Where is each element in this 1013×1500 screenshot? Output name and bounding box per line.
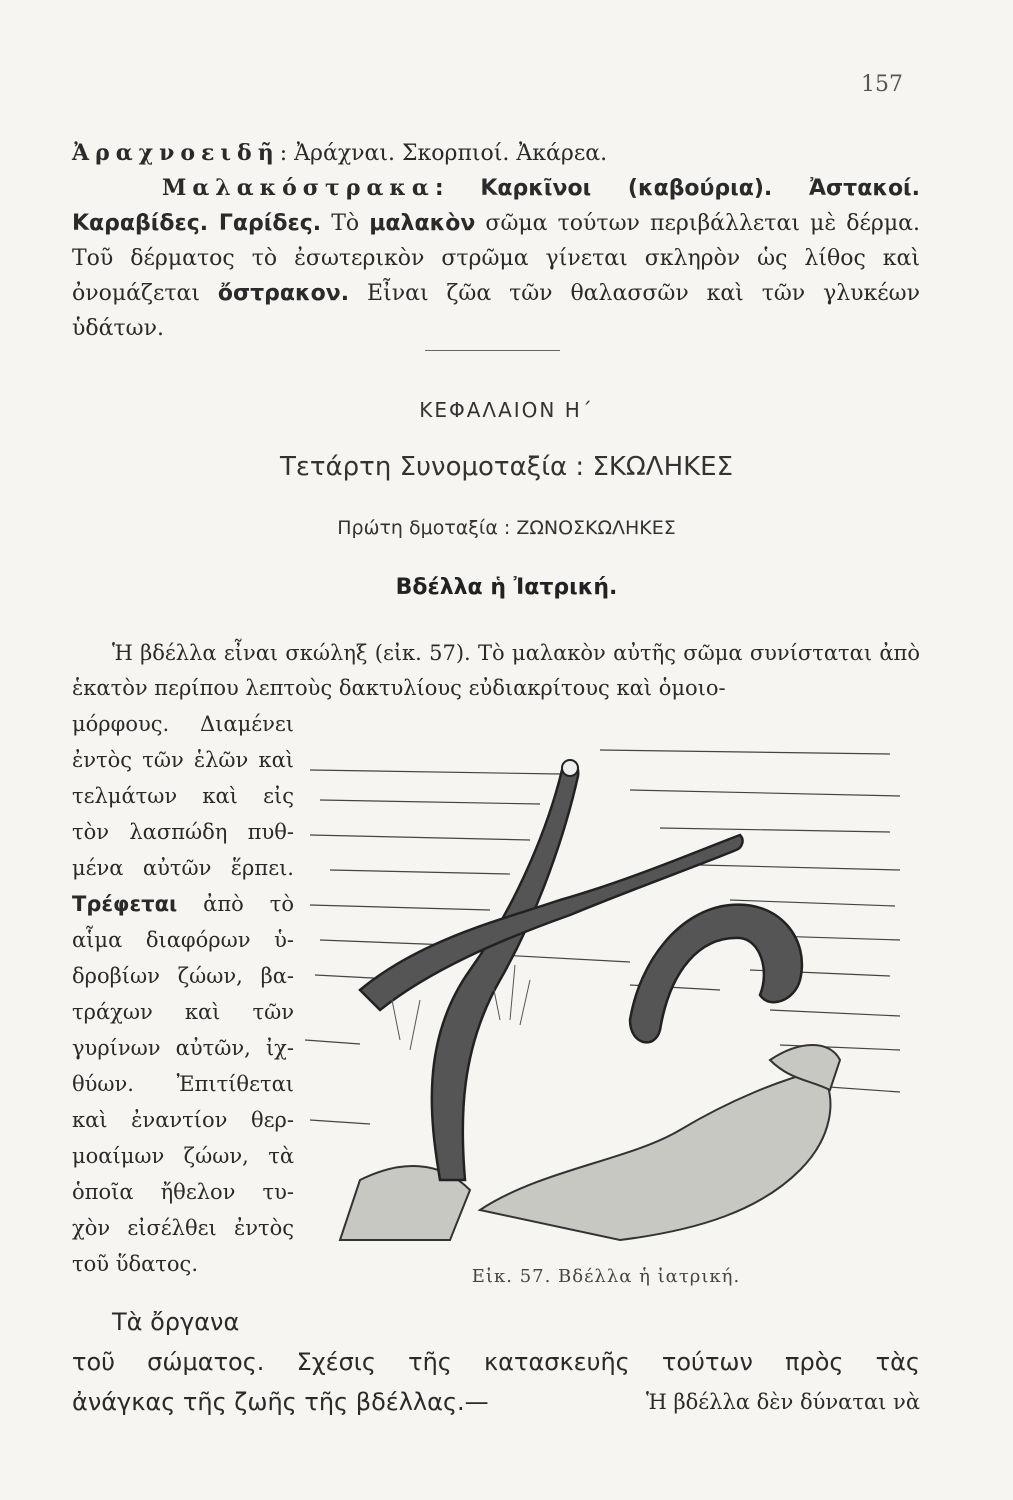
subphylum-heading: Τετάρτη Συνομοταξία : ΣΚΩΛΗΚΕΣ [279, 452, 734, 482]
crustacea-body-1: Τὸ [321, 211, 370, 236]
narrow-line-feeds [72, 886, 294, 922]
narrow-line: τελμάτων καὶ εἰς [72, 784, 294, 808]
bottom-section [72, 1302, 920, 1422]
shell-keyword: ὄστρακον. [217, 281, 350, 306]
crustacea-term: Μαλακόστρακα [162, 175, 435, 201]
arachnida-term: Ἀραχνοειδῆ [72, 140, 280, 166]
narrow-line: γυρίνων αὐτῶν, ἰχ- [72, 1036, 294, 1060]
section-divider [425, 350, 560, 351]
soft-keyword: μαλακὸν [369, 211, 476, 236]
narrow-line: τοῦ ὕδατος. [72, 1252, 198, 1276]
narrow-line: χὸν εἰσέλθει ἐντὸς [72, 1216, 294, 1240]
arachnida-text: : Ἀράχναι. Σκορπιοί. Ἀκάρεα. [279, 141, 608, 166]
narrow-line: καὶ ἐναντίον θερ- [72, 1108, 294, 1132]
leech-illustration [300, 740, 912, 1245]
leech-sucker-icon [562, 760, 578, 776]
species-title: Βδέλλα ἡ Ἰατρική. [395, 575, 618, 600]
river-bed [340, 1045, 840, 1240]
organs-heading-tail: ἀνάγκας τῆς ζωῆς τῆς βδέλλας.— [72, 1388, 489, 1416]
crustacea-body-2: σῶμα τούτων περιβάλλεται μὲ δέρμα. Τοῦ δέρματος τὸ ἐσωτερικὸν στρῶμα γίνεται σκληρὸν ὡς λίθος καὶ ὀνομάζεται [72, 211, 920, 306]
order-heading: Πρώτη δμοταξία : ΖΩΝΟΣΚΩΛΗΚΕΣ [337, 517, 676, 539]
leech-paragraph [72, 636, 920, 706]
figure-caption: Εἰκ. 57. Βδέλλα ἡ ἰατρική. [471, 1266, 741, 1287]
narrow-line: μένα αὐτῶν ἕρπει. [72, 856, 294, 880]
narrow-line: ὁποῖα ἤθελον τυ- [72, 1180, 294, 1204]
crustacea-list: : Καρκῖνοι (καβούρια). Ἀστακοί. Καραβίδες. Γαρίδες. [72, 176, 920, 236]
narrow-line: αἷμα διαφόρων ὑ- [72, 928, 294, 952]
organs-heading-line3 [72, 1382, 920, 1422]
arachnida-paragraph [72, 136, 920, 171]
organs-heading-line2: τοῦ σώματος. Σχέσις τῆς κατασκευῆς τούτων πρὸς τὰς [72, 1348, 920, 1376]
leech-intro-text: Ἡ βδέλλα εἶναι σκώληξ (εἰκ. 57). Τὸ μαλακὸν αὐτῆς σῶμα συνίσταται ἀπὸ ἑκατὸν περίπου λεπτοὺς δακτυλίους εὐδιακρίτους καὶ ὁμοιο- [72, 641, 920, 700]
intro-section [72, 136, 920, 346]
narrow-line: τὸν λασπώδη πυθ- [72, 820, 294, 844]
narrow-line: δροβίων ζώων, βα- [72, 964, 294, 988]
page-number: 157 [861, 72, 903, 97]
narrow-line: ἐντὸς τῶν ἑλῶν καὶ [72, 748, 294, 772]
chapter-heading: ΚΕΦΑΛΑΙΟΝ Η΄ [419, 398, 594, 422]
narrow-line: θύων. Ἐπιτίθεται [72, 1072, 294, 1096]
organs-heading-line1: Τὰ ὄργανα [112, 1308, 240, 1336]
crustacea-paragraph [72, 171, 920, 346]
narrow-line: μόρφους. Διαμένει [72, 712, 294, 736]
organs-body-start: Ἡ βδέλλα δὲν δύναται νὰ [645, 1390, 920, 1414]
narrow-line: τράχων καὶ τῶν [72, 1000, 294, 1024]
narrow-line: μοαίμων ζώων, τὰ [72, 1144, 294, 1168]
feeds-keyword: Τρέφεται [72, 892, 178, 916]
crustacea-body-3: Εἶναι ζῶα τῶν θαλασσῶν καὶ τῶν γλυκέων ὑδάτων. [72, 281, 920, 341]
narrow-column [72, 706, 294, 1282]
narrow-line-rest: ἀπὸ τὸ [203, 892, 294, 916]
